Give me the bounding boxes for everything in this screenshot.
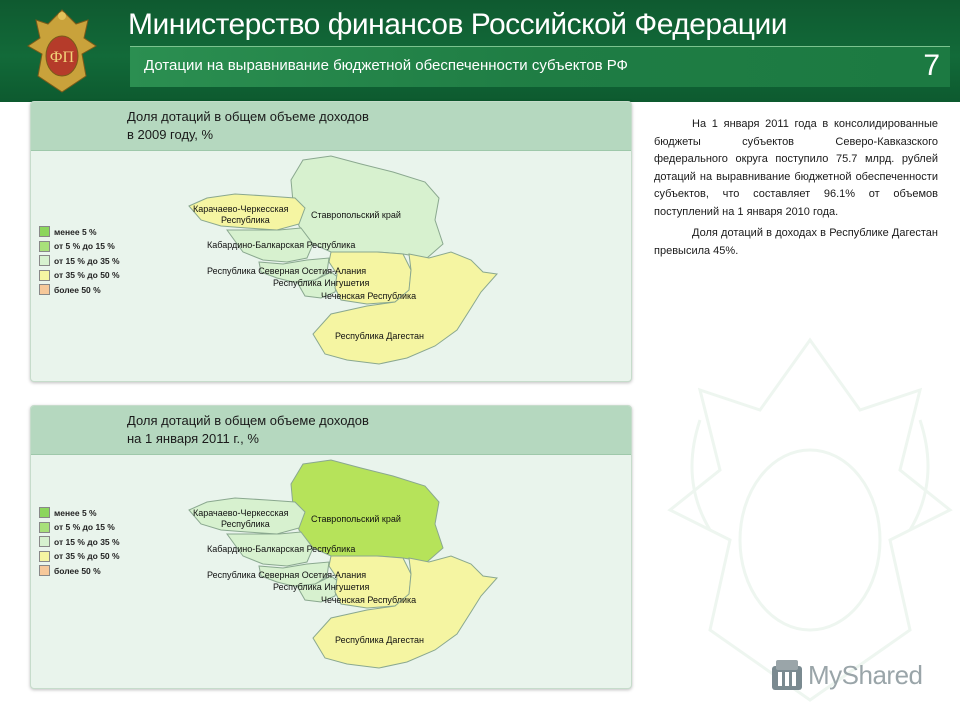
map-legend <box>39 225 120 298</box>
ministry-title: Министерство финансов Российской Федерации <box>128 8 787 41</box>
paragraph-1: На 1 января 2011 года в консолидированные бюджеты субъектов Северо-Кавказского федерального округа поступило 75.7 млрд. рублей дотаций на выравнивание бюджетной обеспеченности субъектов, что составляет 96.1% от объемов поступлений на 1 января 2010 года. <box>654 118 938 218</box>
legend-item <box>39 521 120 534</box>
label-kabardino: Кабардино-Балкарская Республика <box>207 544 356 554</box>
label-ossetia: Республика Северная Осетия-Алания <box>207 266 367 276</box>
legend-label: более 50 % <box>54 284 101 295</box>
legend-item <box>39 254 120 267</box>
legend-label: от 5 % до 15 % <box>54 241 115 252</box>
map-2011 <box>31 406 631 688</box>
legend-label: от 15 % до 35 % <box>54 255 120 266</box>
legend-swatch <box>39 241 50 252</box>
label-kabardino: Кабардино-Балкарская Республика <box>207 240 356 250</box>
paragraph-2: Доля дотаций в доходах в Республике Дагестан превысила 45%. <box>654 227 938 257</box>
legend-item <box>39 240 120 253</box>
label-dagestan: Республика Дагестан <box>335 331 424 341</box>
legend-item <box>39 535 120 548</box>
myshared-logo-icon <box>770 658 804 692</box>
legend-label: менее 5 % <box>54 226 97 237</box>
map-title-line2: в 2009 году, % <box>127 127 214 142</box>
legend-swatch <box>39 255 50 266</box>
ministry-emblem-icon <box>18 6 106 98</box>
legend-swatch <box>39 522 50 533</box>
legend-label: от 35 % до 50 % <box>54 270 120 281</box>
label-ingushetia: Республика Ингушетия <box>273 582 370 592</box>
svg-text:ФП: ФП <box>49 49 75 66</box>
legend-item <box>39 269 120 282</box>
map-title-line1: Доля дотаций в общем объеме доходов <box>127 109 369 124</box>
legend-swatch <box>39 536 50 547</box>
legend-swatch <box>39 284 50 295</box>
label-ossetia: Республика Северная Осетия-Алания <box>207 570 367 580</box>
legend-label: от 35 % до 50 % <box>54 551 120 562</box>
legend-item <box>39 564 120 577</box>
legend-label: от 5 % до 15 % <box>54 522 115 533</box>
legend-swatch <box>39 565 50 576</box>
label-chechnya: Чеченская Республика <box>321 595 417 605</box>
legend-swatch <box>39 226 50 237</box>
map-2009 <box>31 102 631 381</box>
page-number: 7 <box>923 49 940 82</box>
label-stavropol: Ставропольский край <box>311 514 401 524</box>
label-chechnya: Чеченская Республика <box>321 291 417 301</box>
map-panel-2011 <box>30 405 632 689</box>
label-ingushetia: Республика Ингушетия <box>273 278 370 288</box>
myshared-logo <box>770 656 930 696</box>
label-karachay: Карачаево-Черкесская Республика <box>193 508 289 529</box>
label-dagestan: Республика Дагестан <box>335 635 424 645</box>
slide-title-bar <box>130 46 950 87</box>
slide-title: Дотации на выравнивание бюджетной обеспеченности субъектов РФ <box>144 57 628 74</box>
legend-item <box>39 283 120 296</box>
map-title-line2: на 1 января 2011 г., % <box>127 431 259 446</box>
description-text <box>654 116 938 264</box>
legend-item <box>39 506 120 519</box>
map-title-line1: Доля дотаций в общем объеме доходов <box>127 413 369 428</box>
label-stavropol: Ставропольский край <box>311 210 401 220</box>
label-karachay-line1: Карачаево-Черкесская Республика <box>193 204 289 225</box>
legend-label: от 15 % до 35 % <box>54 536 120 547</box>
legend-item <box>39 225 120 238</box>
legend-swatch <box>39 270 50 281</box>
map-legend <box>39 506 120 579</box>
legend-item <box>39 550 120 563</box>
legend-swatch <box>39 551 50 562</box>
myshared-logo-text: MyShared <box>808 660 923 690</box>
legend-swatch <box>39 507 50 518</box>
legend-label: более 50 % <box>54 565 101 576</box>
map-panel-2009 <box>30 101 632 382</box>
header-banner <box>0 0 960 102</box>
legend-label: менее 5 % <box>54 507 97 518</box>
